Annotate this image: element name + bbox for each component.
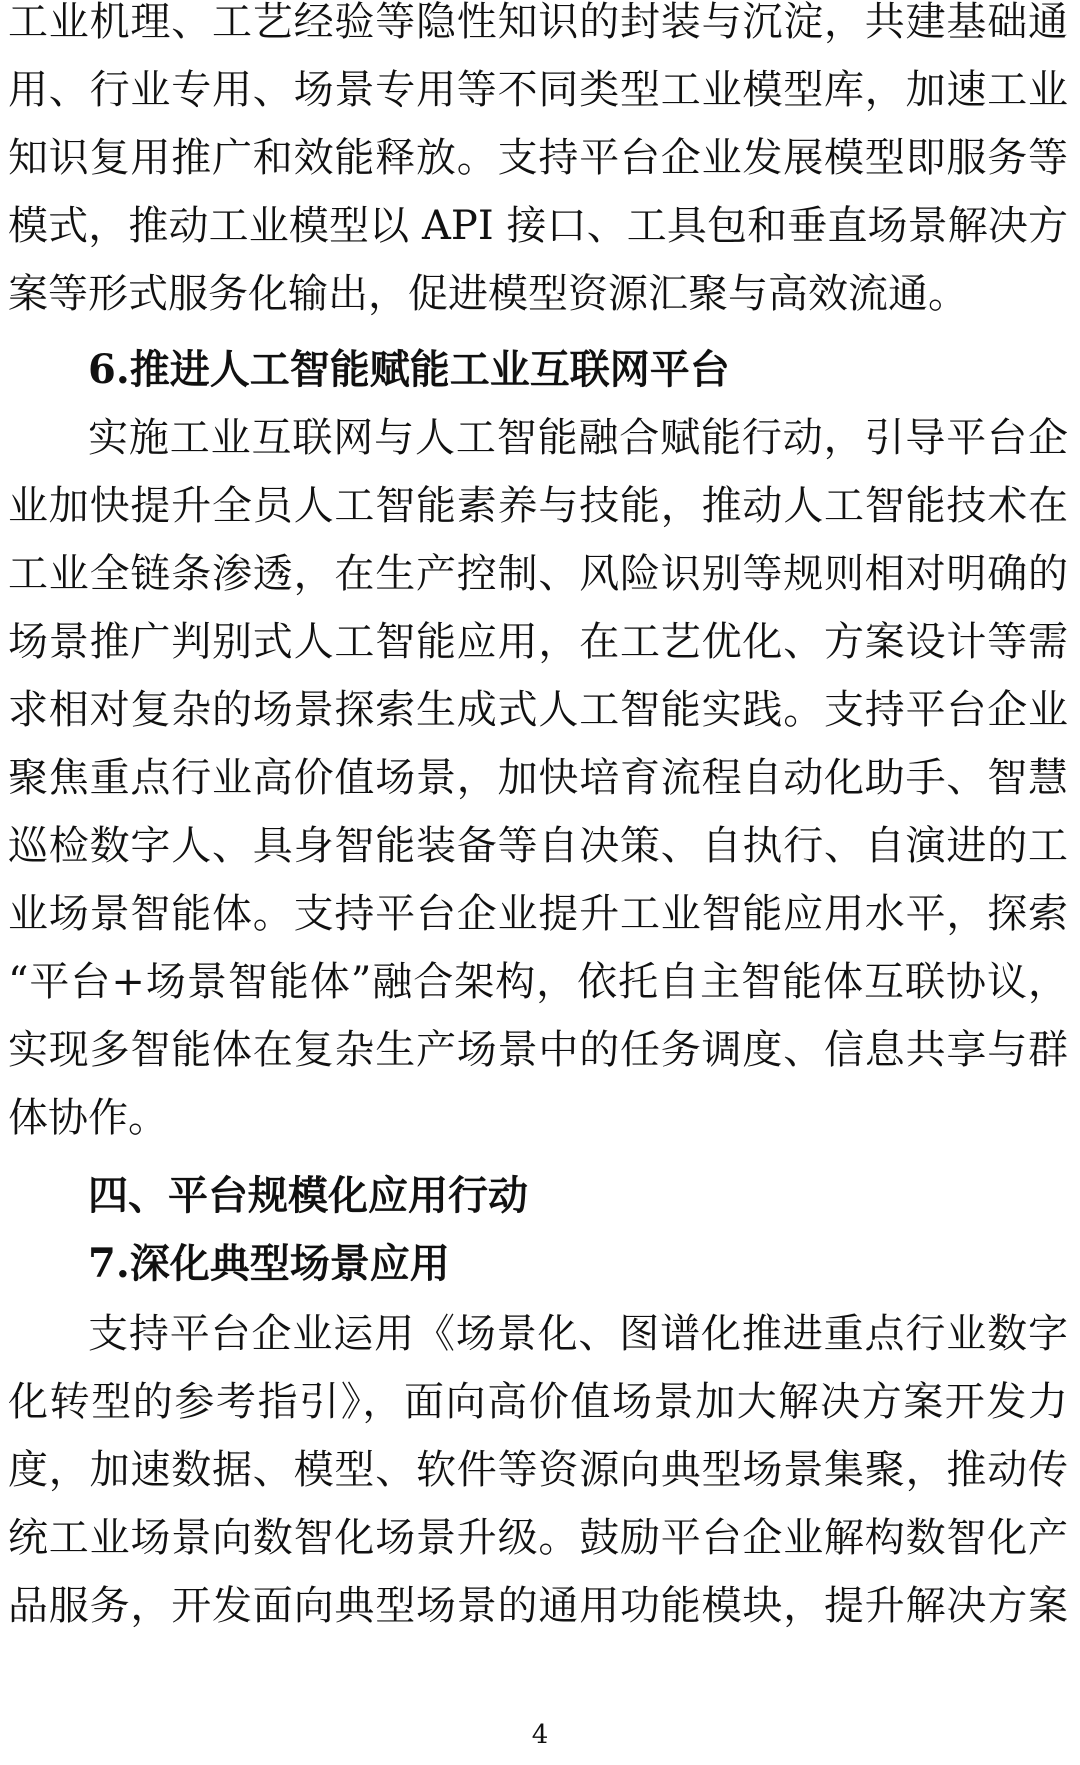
paragraph-line: 业场景智能体。支持平台企业提升工业智能应用水平，探索 [8, 891, 1068, 937]
paragraph-line: 业加快提升全员人工智能素养与技能，推动人工智能技术在 [8, 483, 1068, 529]
part-heading: 四、平台规模化应用行动 [88, 1173, 528, 1219]
paragraph-line: 场景推广判别式人工智能应用，在工艺优化、方案设计等需 [8, 619, 1068, 665]
paragraph-line: 知识复用推广和效能释放。支持平台企业发展模型即服务等 [8, 135, 1068, 181]
paragraph-line: 统工业场景向数智化场景升级。鼓励平台企业解构数智化产 [8, 1515, 1068, 1561]
paragraph-line: 模式，推动工业模型以 API 接口、工具包和垂直场景解决方 [8, 203, 1068, 249]
paragraph-line: 工业全链条渗透，在生产控制、风险识别等规则相对明确的 [8, 551, 1068, 597]
section-heading: 7.深化典型场景应用 [88, 1240, 450, 1287]
paragraph-line: 巡检数字人、具身智能装备等自决策、自执行、自演进的工 [8, 823, 1068, 869]
paragraph-line: 度，加速数据、模型、软件等资源向典型场景集聚，推动传 [8, 1447, 1068, 1493]
paragraph-line: 支持平台企业运用《场景化、图谱化推进重点行业数字 [88, 1311, 1068, 1357]
paragraph-line: 用、行业专用、场景专用等不同类型工业模型库，加速工业 [8, 67, 1068, 113]
paragraph-line: 案等形式服务化输出，促进模型资源汇聚与高效流通。 [8, 271, 968, 317]
paragraph-line: 实施工业互联网与人工智能融合赋能行动，引导平台企 [88, 415, 1068, 461]
paragraph-line: 聚焦重点行业高价值场景，加快培育流程自动化助手、智慧 [8, 755, 1068, 801]
paragraph-line: 求相对复杂的场景探索生成式人工智能实践。支持平台企业 [8, 687, 1068, 733]
section-heading: 6.推进人工智能赋能工业互联网平台 [88, 346, 730, 393]
paragraph-line: 工业机理、工艺经验等隐性知识的封装与沉淀，共建基础通 [8, 0, 1068, 45]
paragraph-line: 体协作。 [8, 1095, 168, 1141]
paragraph-line: 化转型的参考指引》，面向高价值场景加大解决方案开发力 [8, 1379, 1068, 1425]
paragraph-line: 实现多智能体在复杂生产场景中的任务调度、信息共享与群 [8, 1027, 1068, 1073]
paragraph-line: 品服务，开发面向典型场景的通用功能模块，提升解决方案 [8, 1583, 1068, 1629]
paragraph-line: “平台+场景智能体”融合架构，依托自主智能体互联协议， [8, 959, 1068, 1005]
page-number: 4 [531, 1720, 549, 1750]
